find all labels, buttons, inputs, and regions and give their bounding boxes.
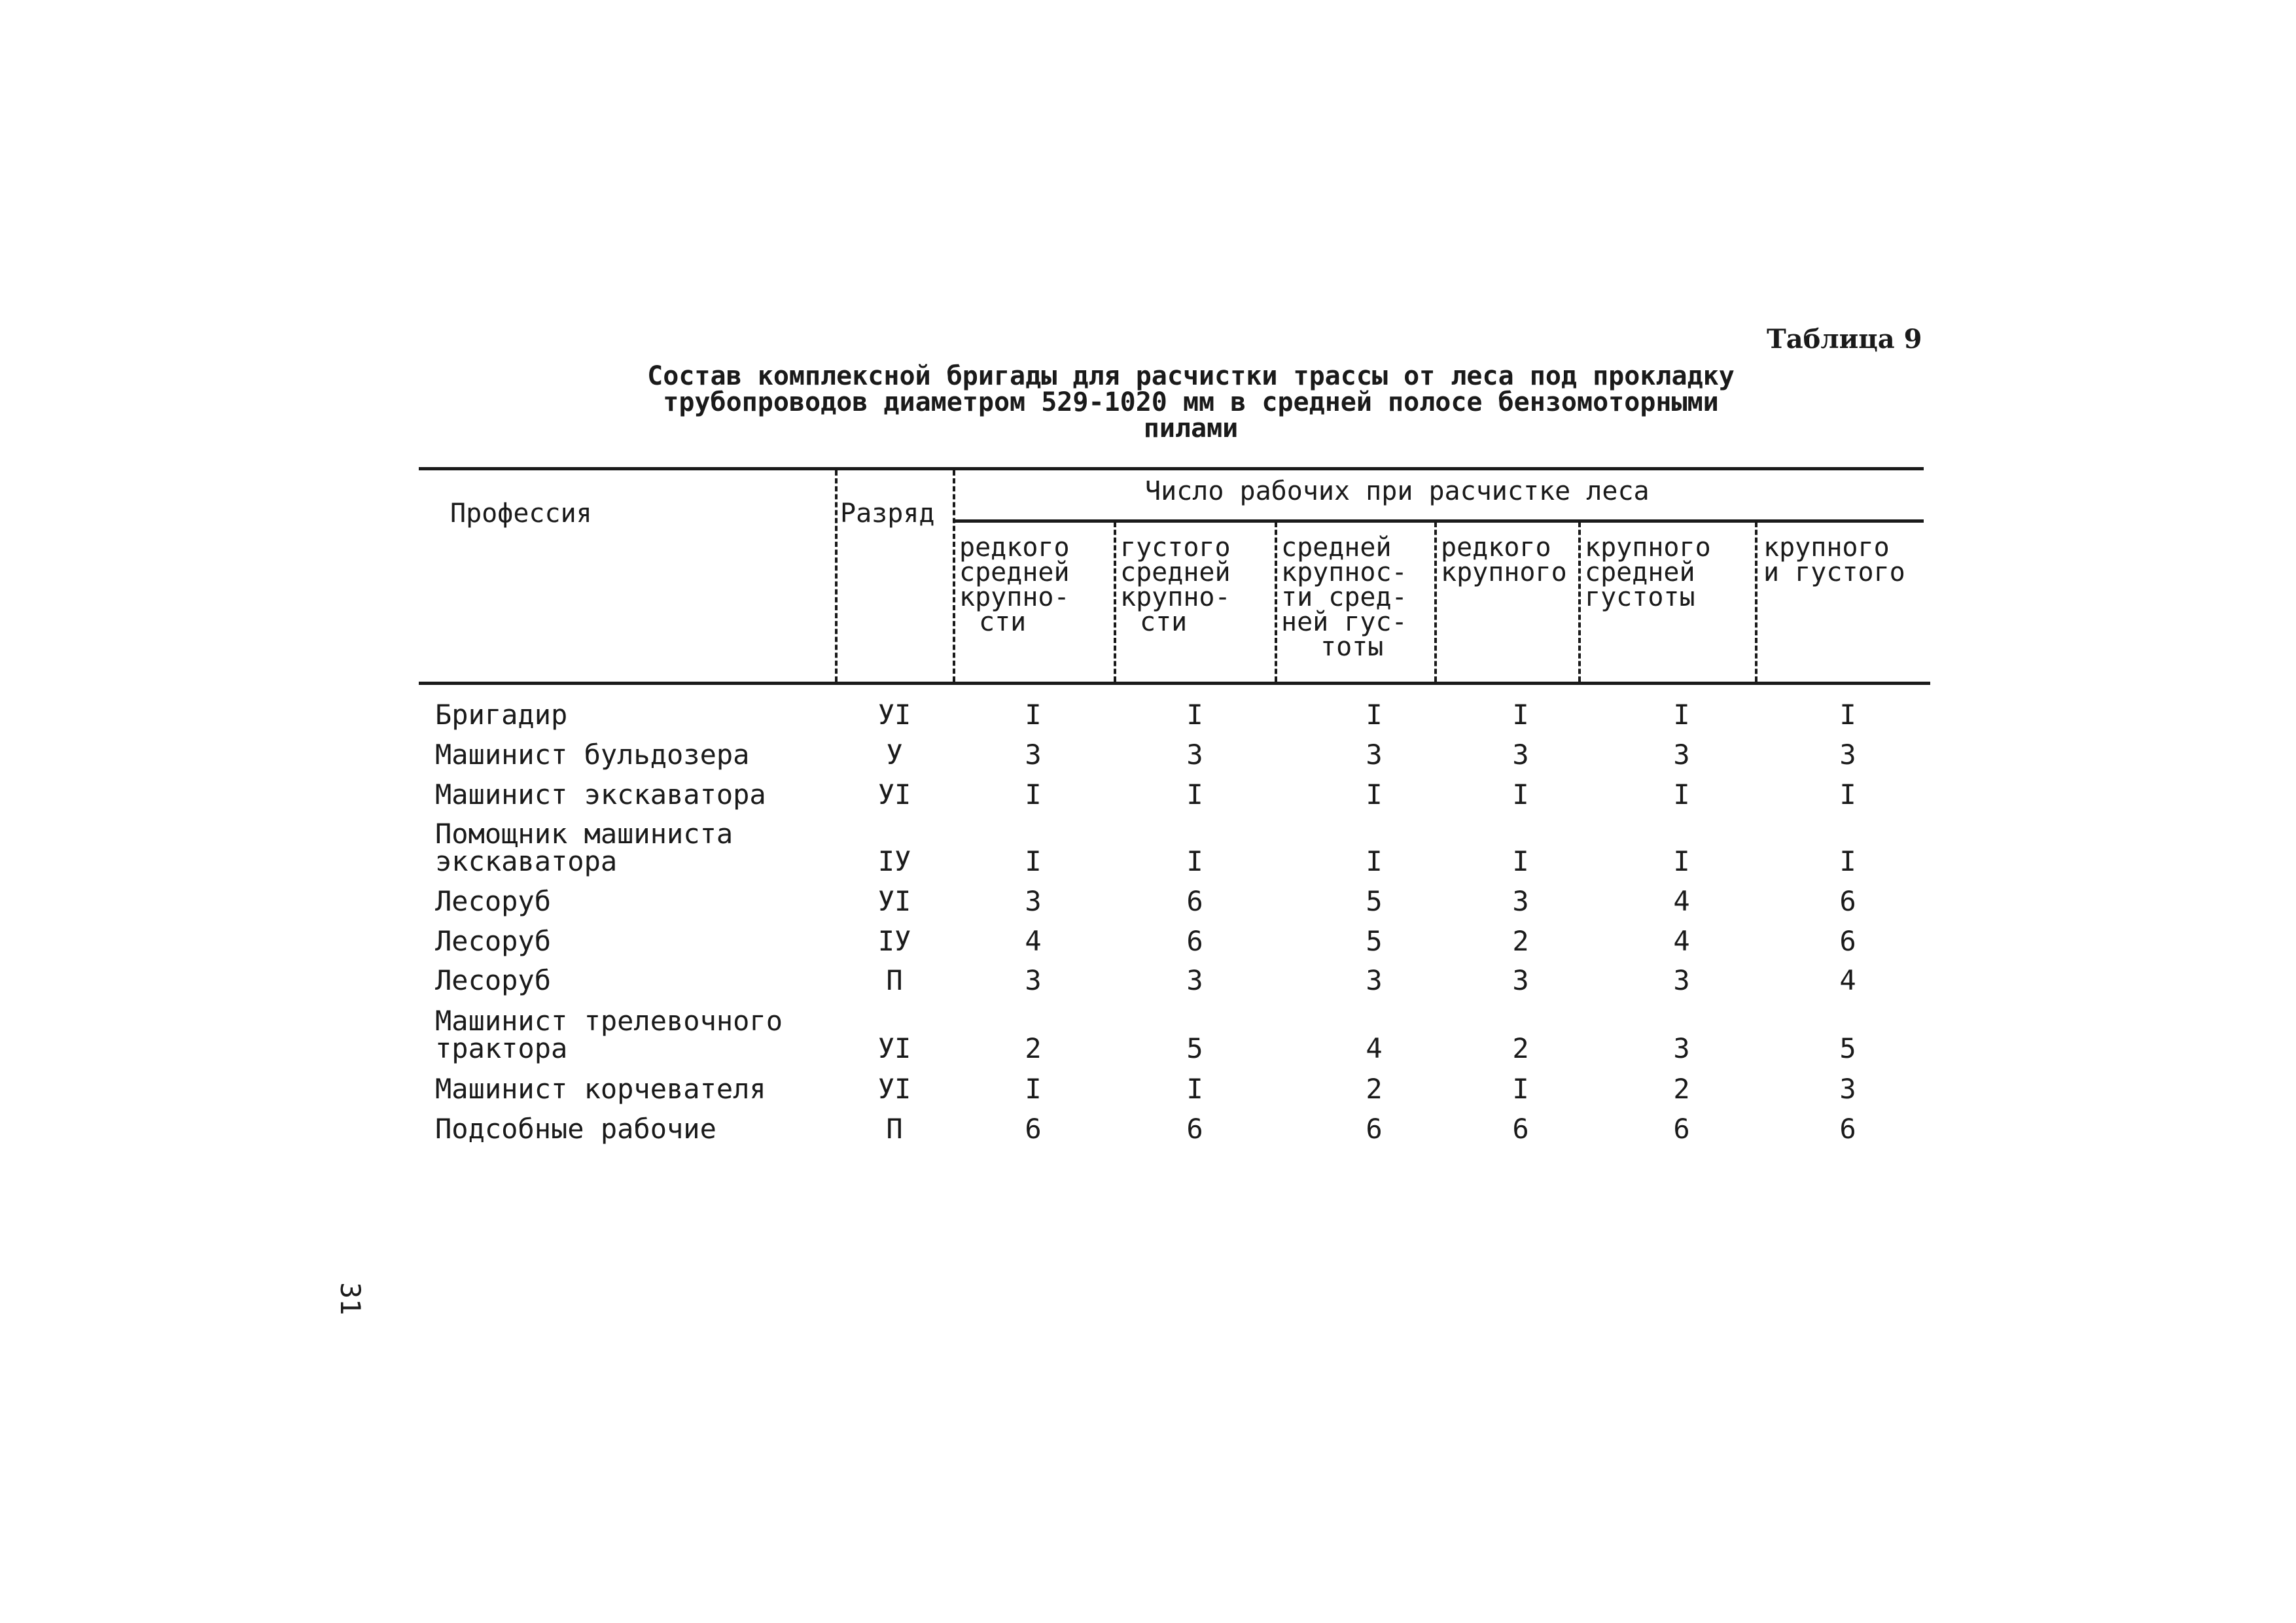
value-cell: 3	[1839, 1073, 1856, 1105]
value-cell: I	[1025, 778, 1042, 811]
value-cell: I	[1673, 845, 1690, 877]
table-label: Таблица 9	[1767, 324, 1922, 355]
title-line: трубопроводов диаметром 529-1020 мм в средней полосе бензомоторными	[663, 387, 1719, 417]
grade-cell: IУ	[877, 845, 911, 877]
value-cell: 4	[1025, 925, 1042, 957]
profession-cell: Бригадир	[435, 699, 568, 731]
col-divider	[1434, 522, 1437, 682]
value-cell: 6	[1186, 925, 1203, 957]
grade-cell: УI	[877, 699, 911, 731]
header-bottom-rule	[419, 682, 1930, 685]
subheader-line: редкого	[1441, 532, 1551, 563]
value-cell: 6	[1673, 1113, 1690, 1145]
subheader-line: средней	[1585, 557, 1695, 587]
subheader-line: и густого	[1763, 557, 1905, 587]
value-cell: 4	[1673, 925, 1690, 957]
subheader-line: средней	[959, 557, 1070, 587]
value-cell: 3	[1025, 964, 1042, 996]
profession-cell: Машинист корчевателя	[435, 1073, 766, 1105]
value-cell: 2	[1512, 1032, 1529, 1064]
subheader-dense-medium	[1120, 532, 1231, 637]
col-divider	[1755, 522, 1757, 682]
value-cell: 2	[1512, 925, 1529, 957]
header-grade: Разряд	[840, 498, 935, 529]
profession-cell: Подсобные рабочие	[435, 1113, 716, 1145]
title-line: Состав комплексной бригады для расчистки трассы от леса под прокладку	[647, 361, 1735, 391]
value-cell: I	[1186, 845, 1203, 877]
value-cell: 6	[1512, 1113, 1529, 1145]
subheader-line: крупно-	[1120, 582, 1231, 612]
value-cell: 3	[1512, 964, 1529, 996]
grade-cell: УI	[877, 1073, 911, 1105]
profession-cell: Лесоруб	[435, 885, 552, 917]
value-cell: 3	[1673, 739, 1690, 771]
value-cell: 4	[1839, 964, 1856, 996]
value-cell: 3	[1512, 739, 1529, 771]
page-number: 31	[334, 1282, 366, 1316]
value-cell: 3	[1673, 1032, 1690, 1064]
profession-cell: Машинист экскаватора	[435, 778, 766, 811]
value-cell: 2	[1673, 1073, 1690, 1105]
value-cell: 3	[1025, 739, 1042, 771]
value-cell: I	[1025, 1073, 1042, 1105]
subheader-medium-medium	[1281, 532, 1407, 662]
grade-cell: УI	[877, 885, 911, 917]
col-divider	[1114, 522, 1116, 682]
value-cell: 2	[1025, 1032, 1042, 1064]
value-cell: 3	[1186, 739, 1203, 771]
value-cell: I	[1366, 699, 1383, 731]
table-title	[628, 363, 1754, 442]
col-divider	[1578, 522, 1581, 682]
subheader-line: ти сред-	[1281, 582, 1407, 612]
subheader-line: крупного	[1763, 532, 1890, 563]
col-divider	[1275, 522, 1277, 682]
grade-cell: УI	[877, 1032, 911, 1064]
subheader-line: сти	[979, 607, 1027, 637]
value-cell: I	[1186, 1073, 1203, 1105]
value-cell: 5	[1366, 925, 1383, 957]
value-cell: 3	[1366, 739, 1383, 771]
subheader-line: густого	[1120, 532, 1231, 563]
title-line: пилами	[1143, 413, 1239, 444]
value-cell: I	[1025, 845, 1042, 877]
value-cell: 5	[1366, 885, 1383, 917]
value-cell: 3	[1186, 964, 1203, 996]
grade-cell: IУ	[877, 925, 911, 957]
profession-cell: Помощник машиниста экскаватора	[435, 818, 733, 877]
subheader-line: средней	[1120, 557, 1231, 587]
value-cell: I	[1186, 778, 1203, 811]
value-cell: I	[1366, 778, 1383, 811]
subheader-line: крупно-	[959, 582, 1070, 612]
value-cell: 6	[1186, 885, 1203, 917]
value-cell: I	[1839, 778, 1856, 811]
value-cell: I	[1839, 699, 1856, 731]
value-cell: 3	[1673, 964, 1690, 996]
value-cell: 3	[1025, 885, 1042, 917]
value-cell: I	[1512, 699, 1529, 731]
value-cell: 2	[1366, 1073, 1383, 1105]
value-cell: 6	[1186, 1113, 1203, 1145]
value-cell: 3	[1366, 964, 1383, 996]
value-cell: 6	[1839, 885, 1856, 917]
col-divider	[953, 470, 955, 682]
subheader-line: крупного	[1585, 532, 1711, 563]
subheader-line: крупного	[1441, 557, 1567, 587]
value-cell: I	[1673, 778, 1690, 811]
value-cell: 3	[1512, 885, 1529, 917]
subheader-sparse-medium	[959, 532, 1070, 637]
table-top-rule	[419, 467, 1924, 470]
grade-cell: П	[886, 1113, 903, 1145]
profession-cell: Лесоруб	[435, 964, 552, 996]
value-cell: I	[1512, 1073, 1529, 1105]
subheader-line: средней	[1281, 532, 1392, 563]
value-cell: 3	[1839, 739, 1856, 771]
value-cell: I	[1512, 778, 1529, 811]
value-cell: 5	[1186, 1032, 1203, 1064]
value-cell: 6	[1839, 925, 1856, 957]
value-cell: I	[1366, 845, 1383, 877]
profession-cell: Лесоруб	[435, 925, 552, 957]
profession-cell: Машинист трелевочного трактора	[435, 1005, 783, 1064]
subheader-line: крупнос-	[1281, 557, 1407, 587]
value-cell: I	[1025, 699, 1042, 731]
value-cell: 6	[1366, 1113, 1383, 1145]
subheader-large-medium	[1585, 532, 1711, 612]
grade-cell: П	[886, 964, 903, 996]
profession-cell: Машинист бульдозера	[435, 739, 750, 771]
header-profession: Профессия	[450, 498, 592, 529]
subheader-line: густоты	[1585, 582, 1695, 612]
value-cell: 4	[1673, 885, 1690, 917]
col-divider	[835, 470, 838, 682]
value-cell: I	[1839, 845, 1856, 877]
value-cell: I	[1186, 699, 1203, 731]
subheader-line: тоты	[1320, 632, 1384, 662]
value-cell: 6	[1025, 1113, 1042, 1145]
subheader-line: сти	[1140, 607, 1188, 637]
value-cell: 5	[1839, 1032, 1856, 1064]
value-cell: I	[1512, 845, 1529, 877]
value-cell: 4	[1366, 1032, 1383, 1064]
subheader-sparse-large	[1441, 532, 1567, 587]
grade-cell: У	[886, 739, 903, 771]
subheader-line: редкого	[959, 532, 1070, 563]
value-cell: 6	[1839, 1113, 1856, 1145]
header-worker-count: Число рабочих при расчистке леса	[1145, 476, 1650, 506]
value-cell: I	[1673, 699, 1690, 731]
subheader-large-dense	[1763, 532, 1905, 587]
grade-cell: УI	[877, 778, 911, 811]
subheader-line: ней гус-	[1281, 607, 1407, 637]
group-header-rule	[955, 519, 1924, 523]
